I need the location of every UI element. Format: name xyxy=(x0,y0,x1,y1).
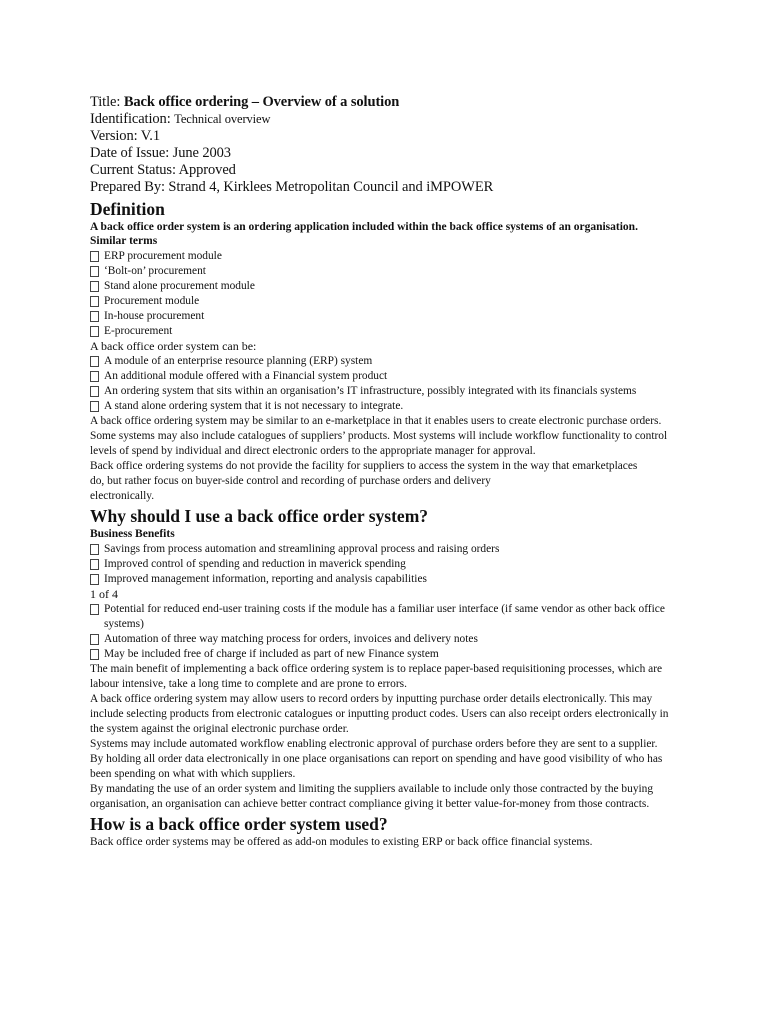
list-item: Savings from process automation and streamlining approval process and raising orders xyxy=(90,542,670,557)
document-body xyxy=(90,94,680,850)
list-item: Potential for reduced end-user training costs if the module has a familiar user interface (if same vendor as other back office systems) xyxy=(90,602,670,632)
list-item: E-procurement xyxy=(90,324,670,339)
list-item: A module of an enterprise resource planning (ERP) system xyxy=(90,354,670,369)
bullet-icon xyxy=(90,574,99,585)
business-benefits-heading: Business Benefits xyxy=(90,528,175,540)
prepared-by-line: Prepared By: Strand 4, Kirklees Metropolitan Council and iMPOWER xyxy=(90,179,494,195)
can-be-intro: A back office order system can be: xyxy=(90,339,257,353)
title-line xyxy=(90,94,680,111)
bullet-icon xyxy=(90,296,99,307)
bullet-icon xyxy=(90,544,99,555)
benefits-list xyxy=(90,542,680,587)
current-status-line: Current Status: Approved xyxy=(90,162,236,178)
document-metadata xyxy=(90,94,680,196)
why-heading: Why should I use a back office order system? xyxy=(90,506,429,526)
how-heading: How is a back office order system used? xyxy=(90,814,388,834)
version-line: Version: V.1 xyxy=(90,128,160,144)
definition-heading: Definition xyxy=(90,199,165,219)
bullet-icon xyxy=(90,604,99,615)
list-item: A stand alone ordering system that it is not necessary to integrate. xyxy=(90,399,670,414)
list-item: May be included free of charge if included as part of new Finance system xyxy=(90,647,670,662)
bullet-icon xyxy=(90,251,99,262)
list-item: ‘Bolt-on’ procurement xyxy=(90,264,670,279)
how-paragraph: Back office order systems may be offered as add-on modules to existing ERP or back office financial systems. xyxy=(90,836,593,848)
list-item: ERP procurement module xyxy=(90,249,670,264)
bullet-icon xyxy=(90,371,99,382)
bullet-icon xyxy=(90,386,99,397)
definition-paragraph: electronically. xyxy=(90,490,155,502)
list-item: In-house procurement xyxy=(90,309,670,324)
bullet-icon xyxy=(90,356,99,367)
list-item: Improved control of spending and reduction in maverick spending xyxy=(90,557,670,572)
bullet-icon xyxy=(90,634,99,645)
why-paragraph: A back office ordering system may allow users to record orders by inputting purchase order details electronically. This may include selecting products from electronic catalogues or inputting product codes. Users can also receipt orders electronically in the system against the original electronic purchase order. xyxy=(90,693,669,735)
why-paragraph: By holding all order data electronically in one place organisations can report on spending and have good visibility of who has been spending on what with which suppliers. xyxy=(90,753,663,780)
title-label: Title: xyxy=(90,94,124,110)
similar-terms-heading: Similar terms xyxy=(90,235,158,247)
bullet-icon xyxy=(90,559,99,570)
bullet-icon xyxy=(90,649,99,660)
definition-paragraph: Back office ordering systems do not provide the facility for suppliers to access the system in the way that emarketplaces xyxy=(90,460,638,472)
definition-paragraph: A back office ordering system may be similar to an e-marketplace in that it enables users to create electronic purchase orders. Some systems may also include catalogues of suppliers’ products. Most systems will include workflow functionality to control levels of spend by individual and direct electronic orders to the appropriate manager for approval. xyxy=(90,415,668,457)
list-item: Procurement module xyxy=(90,294,670,309)
list-item: An additional module offered with a Financial system product xyxy=(90,369,670,384)
identification-value: Technical overview xyxy=(174,112,271,126)
bullet-icon xyxy=(90,401,99,412)
list-item: Automation of three way matching process for orders, invoices and delivery notes xyxy=(90,632,670,647)
list-item: Improved management information, reporting and analysis capabilities xyxy=(90,572,670,587)
identification-label: Identification: xyxy=(90,111,175,127)
similar-terms-list xyxy=(90,249,680,339)
list-item: Stand alone procurement module xyxy=(90,279,670,294)
benefits-list-continued xyxy=(90,602,680,662)
bullet-icon xyxy=(90,326,99,337)
bullet-icon xyxy=(90,281,99,292)
identification-line xyxy=(90,111,680,128)
why-paragraph: The main benefit of implementing a back office ordering system is to replace paper-based requisitioning processes, which are labour intensive, take a long time to complete and are prone to errors. xyxy=(90,663,663,690)
document-title: Back office ordering – Overview of a solution xyxy=(123,94,400,110)
bullet-icon xyxy=(90,266,99,277)
can-be-list xyxy=(90,354,680,414)
why-paragraph: By mandating the use of an order system and limiting the suppliers available to include only those contracted by the buying organisation, an organisation can achieve better contract compliance giving it better value-for-money from those contracts. xyxy=(90,783,654,810)
page-number: 1 of 4 xyxy=(90,587,118,601)
list-item: An ordering system that sits within an organisation’s IT infrastructure, possibly integrated with its financials systems xyxy=(90,384,670,399)
why-paragraph: Systems may include automated workflow enabling electronic approval of purchase orders before they are sent to a supplier. xyxy=(90,738,658,750)
date-of-issue-line: Date of Issue: June 2003 xyxy=(90,145,231,161)
definition-lead: A back office order system is an ordering application included within the back office systems of an organisation. xyxy=(90,221,638,233)
bullet-icon xyxy=(90,311,99,322)
definition-paragraph: do, but rather focus on buyer-side control and recording of purchase orders and delivery xyxy=(90,475,491,487)
